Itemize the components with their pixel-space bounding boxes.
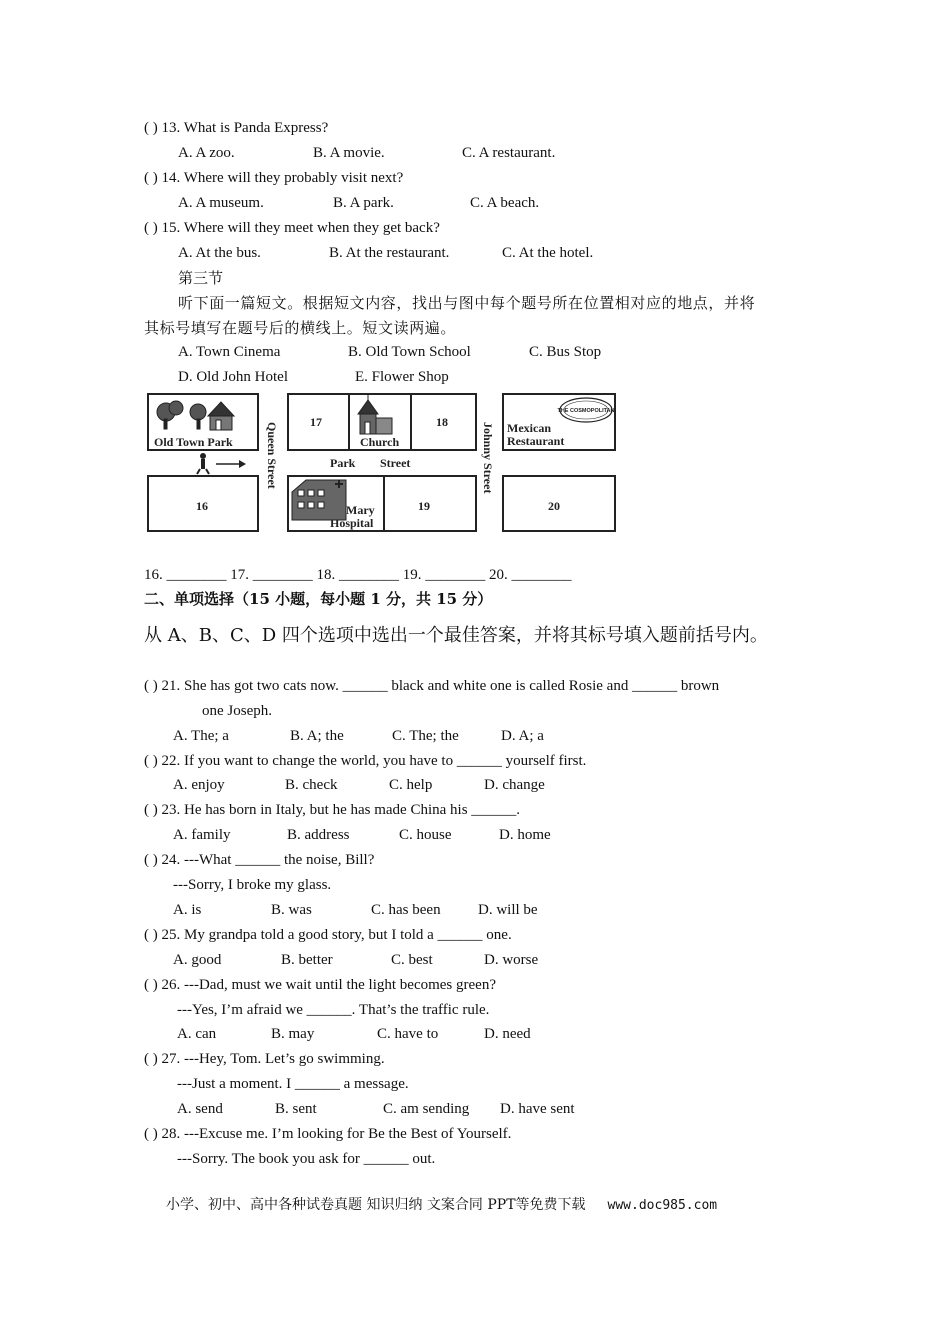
question-26-stem-continued: ---Yes, I’m afraid we ______. That’s the traffic rule.	[177, 1002, 490, 1018]
question-25-option-a: A. good	[173, 952, 222, 968]
question-28-stem: ( ) 28. ---Excuse me. I’m looking for Be the Best of Yourself.	[144, 1126, 512, 1142]
question-21-option-c: C. The; the	[392, 728, 459, 744]
question-21-option-b: B. A; the	[290, 728, 344, 744]
question-21-stem-continued: one Joseph.	[202, 703, 272, 719]
question-14-option-c: C. A beach.	[470, 195, 540, 211]
question-24-option-c: C. has been	[371, 902, 441, 918]
question-24-stem-continued: ---Sorry, I broke my glass.	[173, 877, 332, 893]
label-mexican: Mexican	[507, 421, 551, 435]
question-26-option-a: A. can	[177, 1026, 217, 1042]
answer-blanks-16-20: 16. ________ 17. ________ 18. ________ 19. ________ 20. ________	[144, 567, 572, 583]
park-trees-icon	[157, 401, 234, 430]
walking-person-icon	[197, 453, 209, 474]
place-d: D. Old John Hotel	[178, 369, 288, 385]
question-24-option-a: A. is	[173, 902, 202, 918]
section3-instruction-1: 听下面一篇短文。根据短文内容，找出与图中每个题号所在位置相对应的地点，并将	[178, 294, 756, 312]
label-hospital: Hospital	[330, 516, 374, 530]
question-21-option-a: A. The; a	[173, 728, 229, 744]
question-28-stem-continued: ---Sorry. The book you ask for ______ out.	[177, 1151, 436, 1167]
question-26-option-d: D. need	[484, 1026, 531, 1042]
part2-heading: 二、单项选择（15 小题，每小题 1 分，共 15 分）	[144, 590, 493, 608]
question-27-stem: ( ) 27. ---Hey, Tom. Let’s go swimming.	[144, 1051, 385, 1067]
question-27-option-b: B. sent	[275, 1101, 317, 1117]
question-24-option-b: B. was	[271, 902, 312, 918]
street-map	[146, 392, 619, 535]
question-22-option-d: D. change	[484, 777, 545, 793]
question-24-option-d: D. will be	[478, 902, 538, 918]
question-25-option-d: D. worse	[484, 952, 539, 968]
label-restaurant: Restaurant	[507, 434, 565, 448]
question-25-option-c: C. best	[391, 952, 433, 968]
label-old-town-park: Old Town Park	[154, 435, 233, 449]
church-icon	[358, 394, 392, 434]
label-johnny-street: Johnny Street	[481, 422, 495, 494]
question-13-option-b: B. A movie.	[313, 145, 385, 161]
question-27-option-a: A. send	[177, 1101, 223, 1117]
label-church: Church	[360, 435, 400, 449]
question-22-option-c: C. help	[389, 777, 433, 793]
place-a: A. Town Cinema	[178, 344, 281, 360]
section3-instruction-2: 其标号填写在题号后的横线上。短文读两遍。	[144, 319, 457, 337]
page-footer	[166, 1194, 717, 1214]
question-27-option-c: C. am sending	[383, 1101, 470, 1117]
question-26-option-c: C. have to	[377, 1026, 439, 1042]
question-13-stem: ( ) 13. What is Panda Express?	[144, 120, 329, 136]
footer-text: 小学、初中、高中各种试卷真题 知识归纳 文案合同 PPT等免费下载	[166, 1197, 586, 1213]
section3-title: 第三节	[178, 269, 224, 287]
question-15-option-b: B. At the restaurant.	[329, 245, 450, 261]
place-b: B. Old Town School	[348, 344, 471, 360]
footer-url[interactable]: www.doc985.com	[607, 1198, 718, 1213]
question-23-option-c: C. house	[399, 827, 452, 843]
map-number-19: 19	[418, 499, 430, 513]
question-14-stem: ( ) 14. Where will they probably visit next?	[144, 170, 404, 186]
question-26-option-b: B. may	[271, 1026, 315, 1042]
question-24-stem: ( ) 24. ---What ______ the noise, Bill?	[144, 852, 375, 868]
place-c: C. Bus Stop	[529, 344, 602, 360]
question-22-option-a: A. enjoy	[173, 777, 225, 793]
question-15-option-a: A. At the bus.	[178, 245, 261, 261]
question-22-option-b: B. check	[285, 777, 338, 793]
restaurant-sign-text: THE COSMOPOLITAN	[557, 408, 615, 414]
question-13-option-a: A. A zoo.	[178, 145, 235, 161]
question-23-option-a: A. family	[173, 827, 231, 843]
map-number-20: 20	[548, 499, 560, 513]
label-queen-street-top: Queen Street	[265, 422, 279, 489]
question-25-stem: ( ) 25. My grandpa told a good story, but I told a ______ one.	[144, 927, 512, 943]
direction-arrow-icon	[216, 460, 246, 468]
map-number-16: 16	[196, 499, 208, 513]
question-23-option-d: D. home	[499, 827, 551, 843]
label-park: Park	[330, 456, 356, 470]
question-21-option-d: D. A; a	[501, 728, 544, 744]
question-27-stem-continued: ---Just a moment. I ______ a message.	[177, 1076, 409, 1092]
question-26-stem: ( ) 26. ---Dad, must we wait until the light becomes green?	[144, 977, 496, 993]
question-22-stem: ( ) 22. If you want to change the world, you have to ______ yourself first.	[144, 753, 587, 769]
question-14-option-b: B. A park.	[333, 195, 394, 211]
label-street: Street	[380, 456, 411, 470]
question-15-option-c: C. At the hotel.	[502, 245, 594, 261]
label-mary: Mary	[346, 503, 375, 517]
hospital-icon	[292, 480, 346, 520]
question-14-option-a: A. A museum.	[178, 195, 264, 211]
map-number-17: 17	[310, 415, 322, 429]
restaurant-sign-icon	[557, 398, 614, 422]
question-27-option-d: D. have sent	[500, 1101, 575, 1117]
question-25-option-b: B. better	[281, 952, 333, 968]
question-13-option-c: C. A restaurant.	[462, 145, 556, 161]
question-23-stem: ( ) 23. He has born in Italy, but he has made China his ______.	[144, 802, 521, 818]
question-21-stem: ( ) 21. She has got two cats now. ______ black and white one is called Rosie and ______ brown	[144, 678, 720, 694]
place-e: E. Flower Shop	[355, 369, 449, 385]
question-23-option-b: B. address	[287, 827, 350, 843]
part2-instruction: 从 A、B、C、D 四个选项中选出一个最佳答案，并将其标号填入题前括号内。	[144, 625, 768, 646]
map-number-18: 18	[436, 415, 448, 429]
question-15-stem: ( ) 15. Where will they meet when they get back?	[144, 220, 440, 236]
